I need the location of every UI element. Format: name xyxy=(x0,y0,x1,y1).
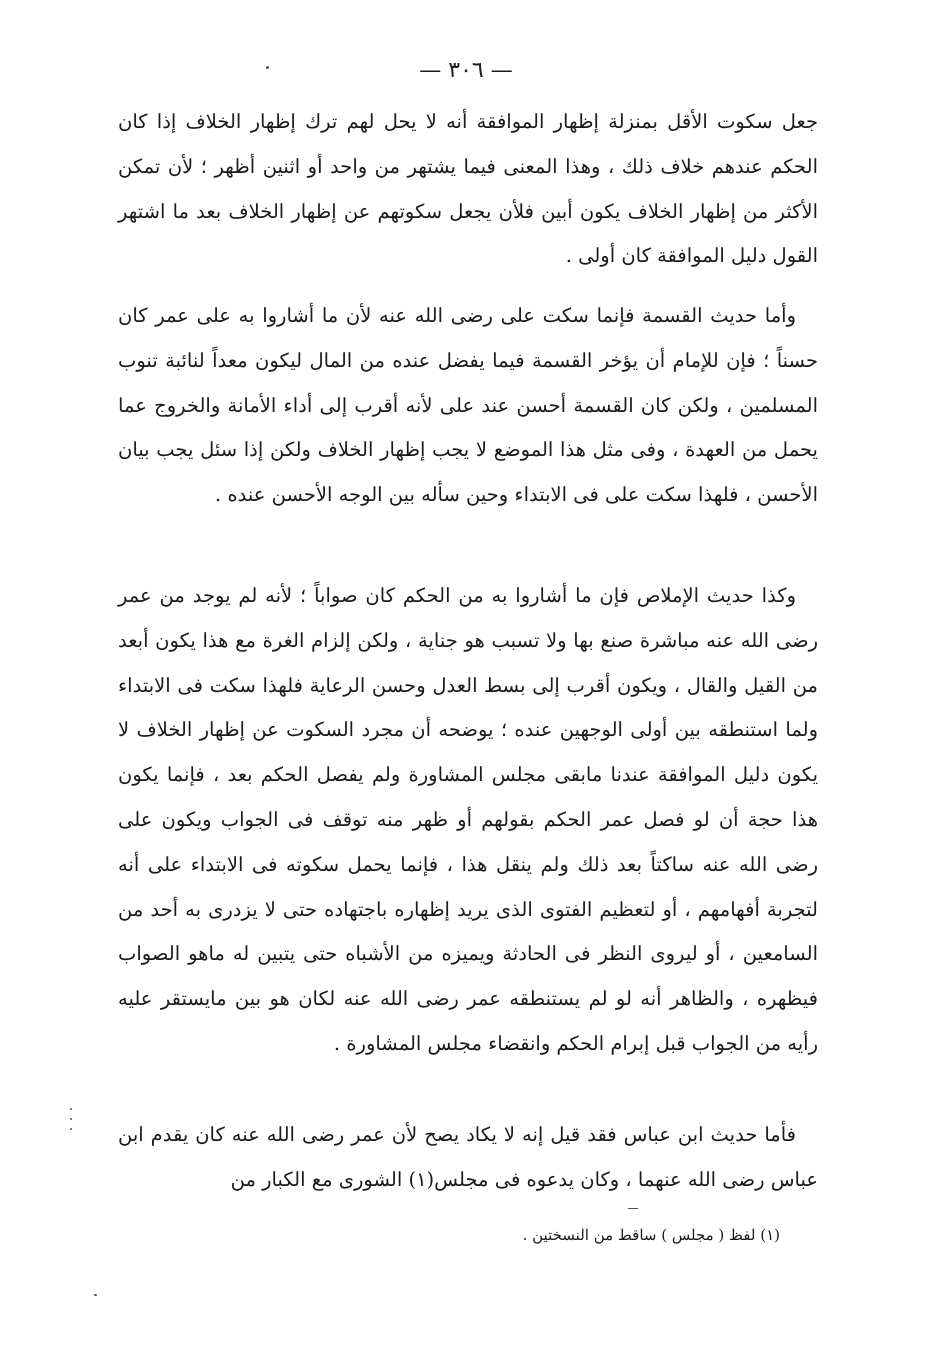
paragraph-1 xyxy=(118,100,818,279)
footnote: (١) لفظ ( مجلس ) ساقط من النسختين . xyxy=(522,1226,780,1244)
paragraph-text: وأما حديث القسمة فإنما سكت على رضى الله عنه لأن ما أشاروا به على عمر كان حسناً ؛ فإن للإمام أن يؤخر القسمة فيما يفضل عنده من المال ليكون معداً لنائبة تنوب المسلمين ، ولكن كان القسمة أحسن عند على لأنه أقرب إلى أداء الأمانة والخروج عما يحمل من العهدة ، وفى مثل هذا الموضع لا يجب إظهار الخلاف ولكن إذا سئل يجب بيان الأحسن ، فلهذا سكت على فى الابتداء وحين سأله بين الوجه الأحسن عنده . xyxy=(118,304,818,507)
scan-speck xyxy=(70,1118,72,1120)
scan-speck xyxy=(266,66,269,69)
paragraph-2 xyxy=(118,294,818,518)
scan-speck xyxy=(70,1128,72,1130)
page-number: — ٣٠٦ — xyxy=(419,58,513,83)
footnote-divider xyxy=(628,1208,638,1209)
paragraph-3 xyxy=(118,574,818,1067)
paragraph-4 xyxy=(118,1113,818,1203)
paragraph-text: وكذا حديث الإملاص فإن ما أشاروا به من الحكم كان صواباً ؛ لأنه لم يوجد من عمر رضى الله عنه مباشرة صنع بها ولا تسبب هو جناية ، ولكن إلزام الغرة مع هذا يكون أبعد من القيل والقال ، ويكون أقرب إلى بسط العدل وحسن الرعاية فلهذا سكت فى الابتداء ولما استنطقه بين أولى الوجهين عنده ؛ يوضحه أن مجرد السكوت عن إظهار الخلاف لا يكون دليل الموافقة عندنا مابقى مجلس المشاورة ولم يفصل الحكم بعد ، فإنما يكون هذا حجة أن لو فصل عمر الحكم بقولهم أو ظهر منه توقف فى الجواب ويكون على رضى الله عنه ساكتاً بعد ذلك ولم ينقل هذا ، فإنما يحمل سكوته فى الابتداء على أنه لتجربة أفهامهم ، أو لتعظيم الفتوى الذى يريد إظهاره باجتهاده حتى لا يزدرى به أحد من السامعين ، أو ليروى النظر فى الحادثة ويميزه من الأشباه حتى يتبين له ماهو الصواب فيظهره ، والظاهر أنه لو لم يستنطقه عمر رضى الله عنه لكان هو بين مايستقر عليه رأيه من الجواب قبل إبرام الحكم وانقضاء مجلس المشاورة . xyxy=(118,584,818,1055)
paragraph-text: فأما حديث ابن عباس فقد قيل إنه لا يكاد يصح لأن عمر رضى الله عنه كان يقدم ابن عباس رضى الله عنهما ، وكان يدعوه فى مجلس(١) الشورى مع الكبار من xyxy=(118,1123,818,1191)
paragraph-text: جعل سكوت الأقل بمنزلة إظهار الموافقة أنه لا يحل لهم ترك إظهار الخلاف إذا كان الحكم عندهم خلاف ذلك ، وهذا المعنى فيما يشتهر من واحد أو اثنين أظهر ؛ لأن تمكن الأكثر من إظهار الخلاف يكون أبين فلأن يجعل سكوتهم عن إظهار الخلاف بعد ما اشتهر القول دليل الموافقة كان أولى . xyxy=(118,110,818,268)
scan-speck xyxy=(70,1108,72,1110)
scan-speck xyxy=(94,1294,97,1296)
